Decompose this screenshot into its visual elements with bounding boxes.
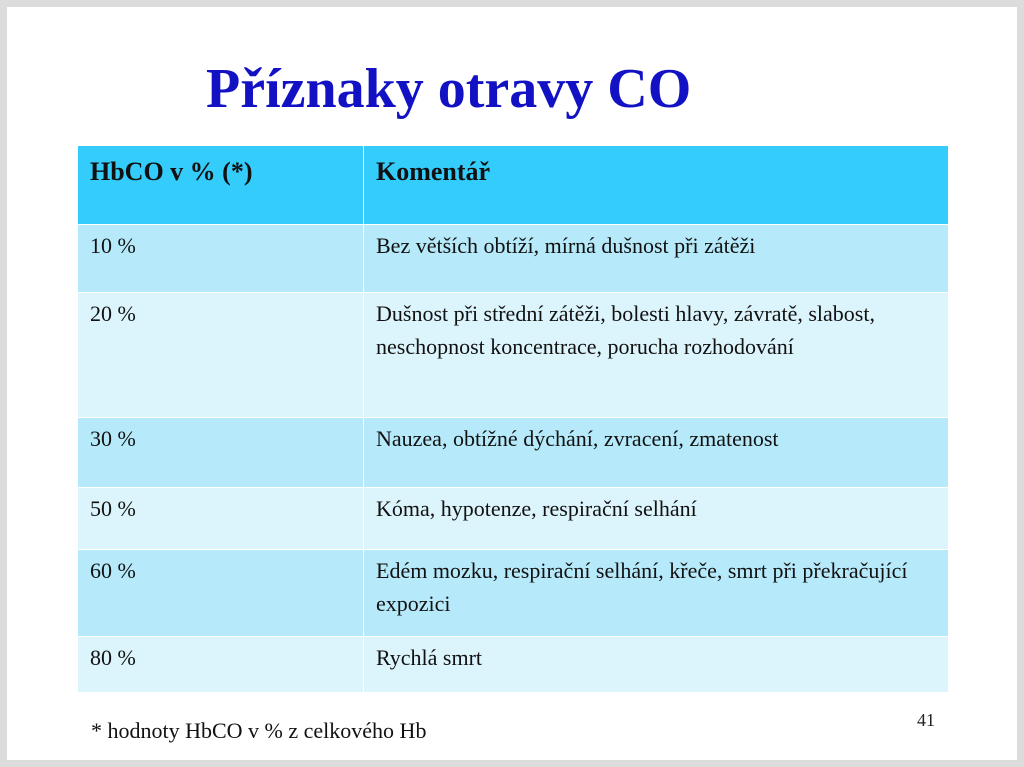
slide-frame-bottom (0, 760, 1024, 767)
slide-frame-top (0, 0, 1024, 7)
comment-cell: Kóma, hypotenze, respirační selhání (364, 488, 949, 550)
comment-cell: Bez větších obtíží, mírná dušnost při zátěži (364, 225, 949, 293)
hbco-level-cell: 80 % (78, 637, 364, 693)
comment-cell: Rychlá smrt (364, 637, 949, 693)
table-row (78, 550, 949, 637)
slide-frame-right (1017, 0, 1024, 767)
table-row (78, 488, 949, 550)
table-row (78, 225, 949, 293)
symptoms-table (77, 145, 949, 693)
footnote: * hodnoty HbCO v % z celkového Hb (91, 718, 427, 743)
header-hbco-level: HbCO v % (*) (78, 146, 364, 225)
hbco-level-cell: 60 % (78, 550, 364, 637)
table-row (78, 293, 949, 418)
comment-cell: Nauzea, obtížné dýchání, zvracení, zmatenost (364, 418, 949, 488)
slide-title: Příznaky otravy CO (206, 58, 692, 120)
table-row (78, 418, 949, 488)
hbco-level-cell: 10 % (78, 225, 364, 293)
page-number: 41 (917, 710, 935, 730)
comment-cell: Edém mozku, respirační selhání, křeče, smrt při překračující expozici (364, 550, 949, 637)
hbco-level-cell: 30 % (78, 418, 364, 488)
table-row (78, 637, 949, 693)
header-comment: Komentář (364, 146, 949, 225)
comment-cell: Dušnost při střední zátěži, bolesti hlavy, závratě, slabost, neschopnost koncentrace, porucha rozhodování (364, 293, 949, 418)
table-header-row (78, 146, 949, 225)
hbco-level-cell: 20 % (78, 293, 364, 418)
slide-frame-left (0, 0, 7, 767)
hbco-level-cell: 50 % (78, 488, 364, 550)
